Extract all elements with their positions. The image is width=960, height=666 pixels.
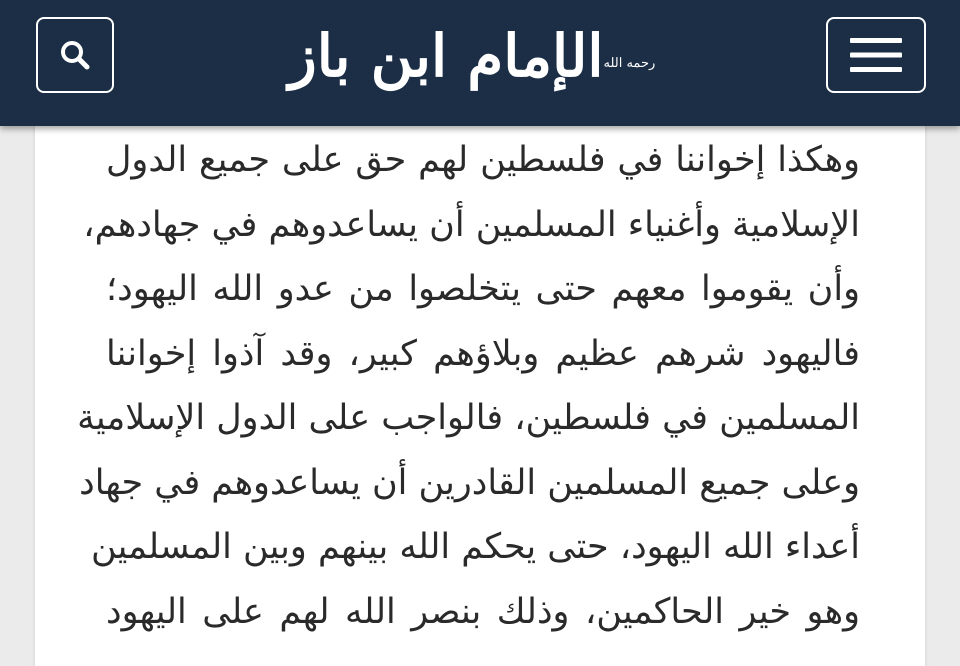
logo-subtitle: رحمه الله: [603, 55, 656, 71]
article-line: وعلى جميع المسلمين القادرين أن يساعدوهم في جهاد: [79, 462, 860, 503]
article-line: أعداء الله اليهود، حتى يحكم الله بينهم وبين المسلمين: [90, 527, 860, 567]
article-line: وهو خير الحاكمين، وذلك بنصر الله لهم على اليهود: [106, 591, 860, 632]
article-line: المسلمين في فلسطين، فالواجب على الدول الإسلامية: [77, 398, 860, 438]
site-header: [0, 0, 960, 126]
article-line: وهكذا إخواننا في فلسطين لهم حق على جميع الدول: [106, 140, 860, 180]
article-line: وأن يقوموا معهم حتى يتخلصوا من عدو الله اليهود؛: [106, 269, 860, 309]
article-body: [77, 128, 860, 644]
article-line: فاليهود شرهم عظيم وبلاؤهم كبير، وقد آذوا إخواننا: [106, 333, 860, 374]
search-button[interactable]: [36, 17, 114, 93]
site-logo[interactable]: [288, 6, 656, 106]
menu-button[interactable]: [826, 17, 926, 93]
article-line: الإسلامية وأغنياء المسلمين أن يساعدوهم في جهادهم،: [83, 204, 860, 245]
search-icon: [59, 39, 91, 71]
logo-title: الإمام ابن باز: [288, 22, 604, 90]
hamburger-menu-icon: [850, 37, 902, 73]
